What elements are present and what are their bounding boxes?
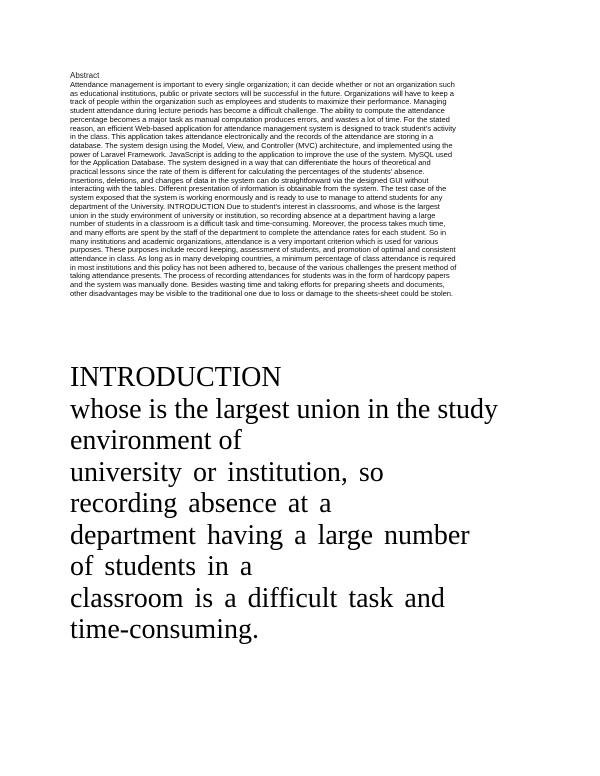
abstract-line: other disadvantages may be visible to the traditional one due to loss or damage to the sheets-sheet could be stolen. bbox=[70, 288, 453, 298]
abstract-line: power of Laravel Framework. JavaScript is adding to the application to improve the use of the system. MySQL used bbox=[70, 149, 453, 159]
introduction-line: environment of bbox=[70, 425, 242, 456]
introduction-line: time-consuming. bbox=[70, 614, 259, 645]
introduction-line: university or institution, so bbox=[70, 456, 384, 488]
abstract-line: union in the study environment of university or institution, so recording absence at a department having a large bbox=[70, 210, 436, 220]
abstract-line: as educational institutions, public or private sectors will be successful in the future. Organizations will have to keep a bbox=[70, 88, 454, 98]
abstract-line: taking attendance presents. The process of recording attendances for students was in the form of hardcopy papers bbox=[70, 271, 450, 281]
introduction-section bbox=[70, 362, 540, 646]
introduction-line: of students in a bbox=[70, 551, 253, 582]
abstract-line: Attendance management is important to every single organization; it can decide whether or not an organization such bbox=[70, 80, 455, 89]
abstract-heading: Abstract bbox=[70, 71, 100, 80]
abstract-line: in the class. This application takes attendance electronically and the records of the attendance are storing in a bbox=[70, 132, 434, 142]
abstract-line: purposes. These purposes include record keeping, assessment of students, and promotion of optimal and consistent bbox=[70, 245, 456, 255]
abstract-line: reason, an efficient Web-based application for attendance management system is designed to track student's activity bbox=[70, 123, 456, 133]
abstract-line: number of students in a classroom is a difficult task and time-consuming. Moreover, the process takes much time, bbox=[70, 219, 446, 229]
abstract-line: Insertions, deletions, and changes of data in the system can do straightforward via the designed GUI without bbox=[70, 175, 429, 185]
abstract-line: and many efforts are spent by the staff of the department to complete the attendance rates for each student. So in bbox=[70, 227, 447, 237]
introduction-heading: INTRODUCTION bbox=[70, 362, 282, 393]
abstract-line: interacting with the tables. Different presentation of information is obtainable from the system. The test case of the bbox=[70, 184, 447, 194]
abstract-line: for the Application Database. The system designed in a way that can differentiate the hours of theoretical and bbox=[70, 158, 431, 168]
abstract-line: database. The system design using the Model, View, and Controller (MVC) architecture, and implemented using the bbox=[70, 140, 453, 150]
abstract-line: attendance in class. As long as in many developing countries, a minimum percentage of class attendance is required bbox=[70, 254, 456, 264]
abstract-line: system exposed that the system is working enormously and is ready to use to manage to attend students for any bbox=[70, 193, 443, 203]
abstract-line: track of people within the organization such as employees and students to maximize their performance. Managing bbox=[70, 97, 447, 107]
abstract-line: many institutions and academic organizations, attendance is a very important criterion which is used for various bbox=[70, 236, 438, 246]
introduction-line: recording absence at a bbox=[70, 488, 332, 519]
introduction-line: whose is the largest union in the study bbox=[70, 393, 498, 425]
introduction-line: classroom is a difficult task and bbox=[70, 582, 445, 614]
abstract-body bbox=[70, 81, 530, 299]
abstract-line: in most institutions and this policy has not been adhered to, because of the various challenges the present method of bbox=[70, 262, 457, 272]
abstract-line: practical lessons since the rate of them is different for calculating the percentages of the students' absence. bbox=[70, 167, 425, 177]
abstract-line: percentage becomes a major task as manual computation produces errors, and wastes a lot of time. For the stated bbox=[70, 114, 450, 124]
abstract-line: student attendance during lecture periods has become a difficult challenge. The ability to compute the attendance bbox=[70, 106, 445, 116]
introduction-line: department having a large number bbox=[70, 519, 470, 551]
abstract-line: department of the University. INTRODUCTION Due to student's interest in classrooms, and whose is the largest bbox=[70, 201, 440, 211]
abstract-line: and the system was manually done. Besides wasting time and taking efforts for preparing sheets and documents, bbox=[70, 280, 445, 290]
